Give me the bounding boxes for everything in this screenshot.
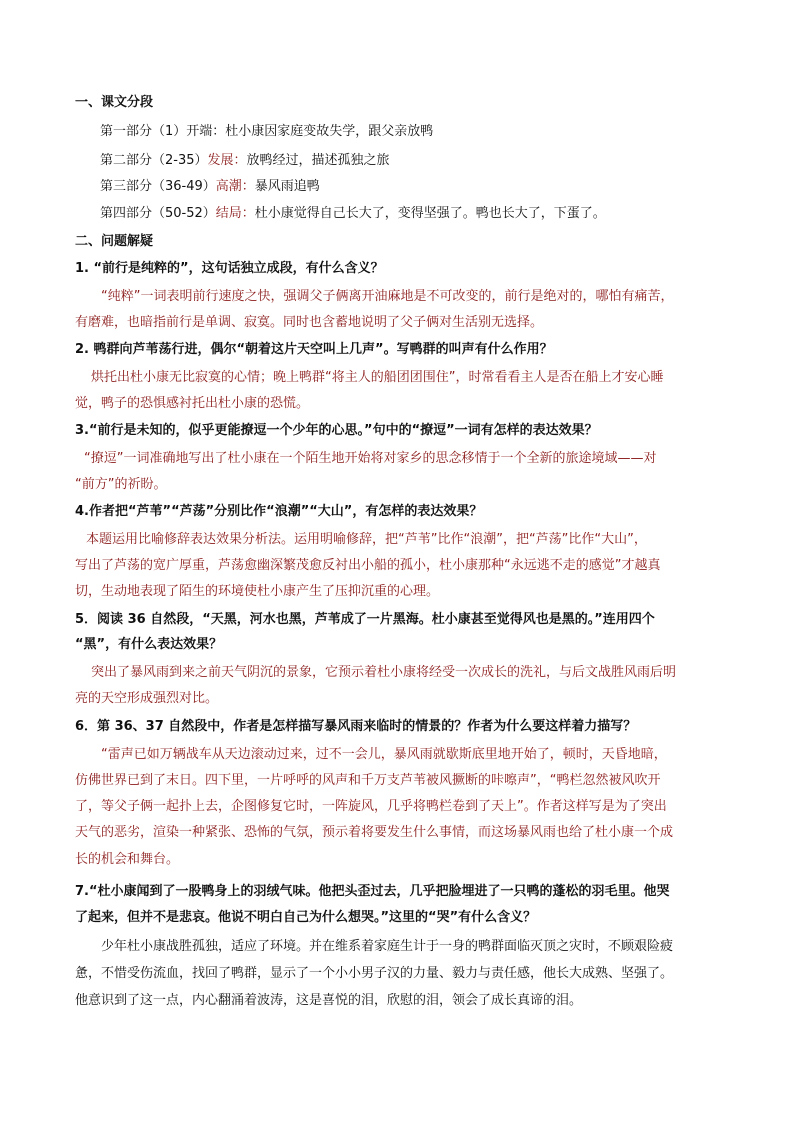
answer-6-line-3: 了，等父子俩一起扑上去，企图修复它时，一阵旋风，几乎将鸭栏卷到了天上”。作者这样写是为了突出	[75, 799, 667, 814]
answer-2-line-1: 烘托出杜小康无比寂寞的心情；晚上鸭群“将主人的船团团围住”，时常看看主人是否在船上才安心睡	[91, 370, 664, 385]
answer-7-line-1: 少年杜小康战胜孤独，适应了环境。并在维系着家庭生计于一身的鸭群面临灭顶之灾时，不顾艰险疲	[101, 939, 674, 954]
question-7-line-2: 了起来，但并不是悲哀。他说不明白自己为什么想哭。”这里的“哭”有什么含义？	[75, 910, 537, 925]
question-5-line-1: 5．阅读 36 自然段，“天黑，河水也黑，芦苇成了一片黑海。杜小康甚至觉得风也是黑的。”连用四个	[75, 612, 655, 627]
answer-1-line-2: 有磨难，也暗指前行是单调、寂寞。同时也含蓄地说明了父子俩对生活别无选择。	[75, 315, 544, 330]
question-2: 2. 鸭群向芦苇荡行进，偶尔“朝着这片天空叫上几声”。写鸭群的叫声有什么作用？	[75, 342, 553, 357]
part-1-text: 杜小康因家庭变故失学，跟父亲放鸭	[225, 124, 434, 139]
answer-1-line-1: “纯粹”一词表明前行速度之快，强调父子俩离开油麻地是不可改变的，前行是绝对的，哪怕有痛苦，	[101, 289, 674, 304]
answer-6-line-4: 天气的恶劣，渲染一种紧张、恐怖的气氛，预示着将要发生什么事情，而这场暴风雨也给了杜小康一个成	[75, 825, 674, 840]
answer-5-line-1: 突出了暴风雨到来之前天气阴沉的景象，它预示着杜小康将经受一次成长的洗礼，与后文战胜风雨后明	[91, 665, 677, 680]
question-1: 1. “前行是纯粹的”，这句话独立成段，有什么含义？	[75, 261, 384, 276]
part-1-lead: 第一部分（1）开端：	[100, 124, 226, 139]
answer-3-line-1: “撩逗”一词准确地写出了杜小康在一个陌生地开始将对家乡的思念移情于一个全新的旅途境域——对	[84, 451, 657, 466]
part-3-line	[100, 177, 320, 197]
part-4-line	[100, 204, 606, 224]
part-2-text: 放鸭经过，描述孤独之旅	[246, 153, 390, 168]
part-4-stage: 结局：	[215, 206, 255, 221]
part-1-line	[100, 122, 433, 142]
answer-2-line-2: 觉，鸭子的恐惧感衬托出杜小康的恐慌。	[75, 396, 310, 411]
answer-7-line-3: 他意识到了这一点，内心翻涌着波涛，这是喜悦的泪，欣慰的泪，领会了成长真谛的泪。	[75, 993, 583, 1008]
question-7-line-1: 7.“杜小康闻到了一股鸭身上的羽绒气味。他把头歪过去，几乎把脸埋进了一只鸭的蓬松的羽毛里。他哭	[75, 884, 670, 899]
section-heading-paragraphing: 一、课文分段	[75, 95, 154, 110]
answer-7-line-2: 惫，不惜受伤流血，找回了鸭群，显示了一个小小男子汉的力量、毅力与责任感，他长大成熟、坚强了。	[75, 966, 674, 981]
part-4-lead: 第四部分（50-52）	[100, 206, 216, 221]
question-6: 6．第 36、37 自然段中，作者是怎样描写暴风雨来临时的情景的？作者为什么要这样着力描写？	[75, 719, 637, 734]
answer-6-line-2: 仿佛世界已到了末日。四下里，一片呼呼的风声和千万支芦苇被风撅断的咔嚓声”，“鸭栏忽然被风吹开	[75, 773, 661, 788]
part-3-stage: 高潮：	[215, 179, 255, 194]
part-2-lead: 第二部分（2-35）	[100, 153, 208, 168]
question-3: 3.“前行是未知的，似乎更能撩逗一个少年的心思。”句中的“撩逗”一词有怎样的表达效果？	[75, 423, 598, 438]
answer-4-line-2: 写出了芦荡的宽广厚重，芦荡愈幽深繁茂愈反衬出小船的孤小，杜小康那种“永远逃不走的感觉”才越真	[75, 558, 661, 573]
part-3-lead: 第三部分（36-49）	[100, 179, 216, 194]
question-5-line-2: “黑”，有什么表达效果？	[75, 637, 223, 652]
part-3-text: 暴风雨追鸭	[254, 179, 320, 194]
part-2-stage: 发展：	[207, 153, 247, 168]
section-heading-questions: 二、问题解疑	[75, 234, 154, 249]
part-2-line	[100, 151, 390, 171]
question-4: 4.作者把“芦苇”“芦荡”分别比作“浪潮”“大山”，有怎样的表达效果？	[75, 504, 483, 519]
answer-3-line-2: “前方”的祈盼。	[75, 477, 167, 492]
part-4-text: 杜小康觉得自己长大了，变得坚强了。鸭也长大了，下蛋了。	[254, 206, 606, 221]
answer-6-line-5: 长的机会和舞台。	[75, 852, 180, 867]
answer-6-line-1: “雷声已如万辆战车从天边滚动过来，过不一会儿，暴风雨就歇斯底里地开始了，顿时，天昏地暗，	[101, 747, 667, 762]
answer-4-line-1: 本题运用比喻修辞表达效果分析法。运用明喻修辞，把“芦苇”比作“浪潮”，把“芦荡”比作“大山”，	[86, 532, 647, 547]
answer-5-line-2: 亮的天空形成强烈对比。	[75, 691, 219, 706]
answer-4-line-3: 切，生动地表现了陌生的环境使杜小康产生了压抑沉重的心理。	[75, 584, 440, 599]
